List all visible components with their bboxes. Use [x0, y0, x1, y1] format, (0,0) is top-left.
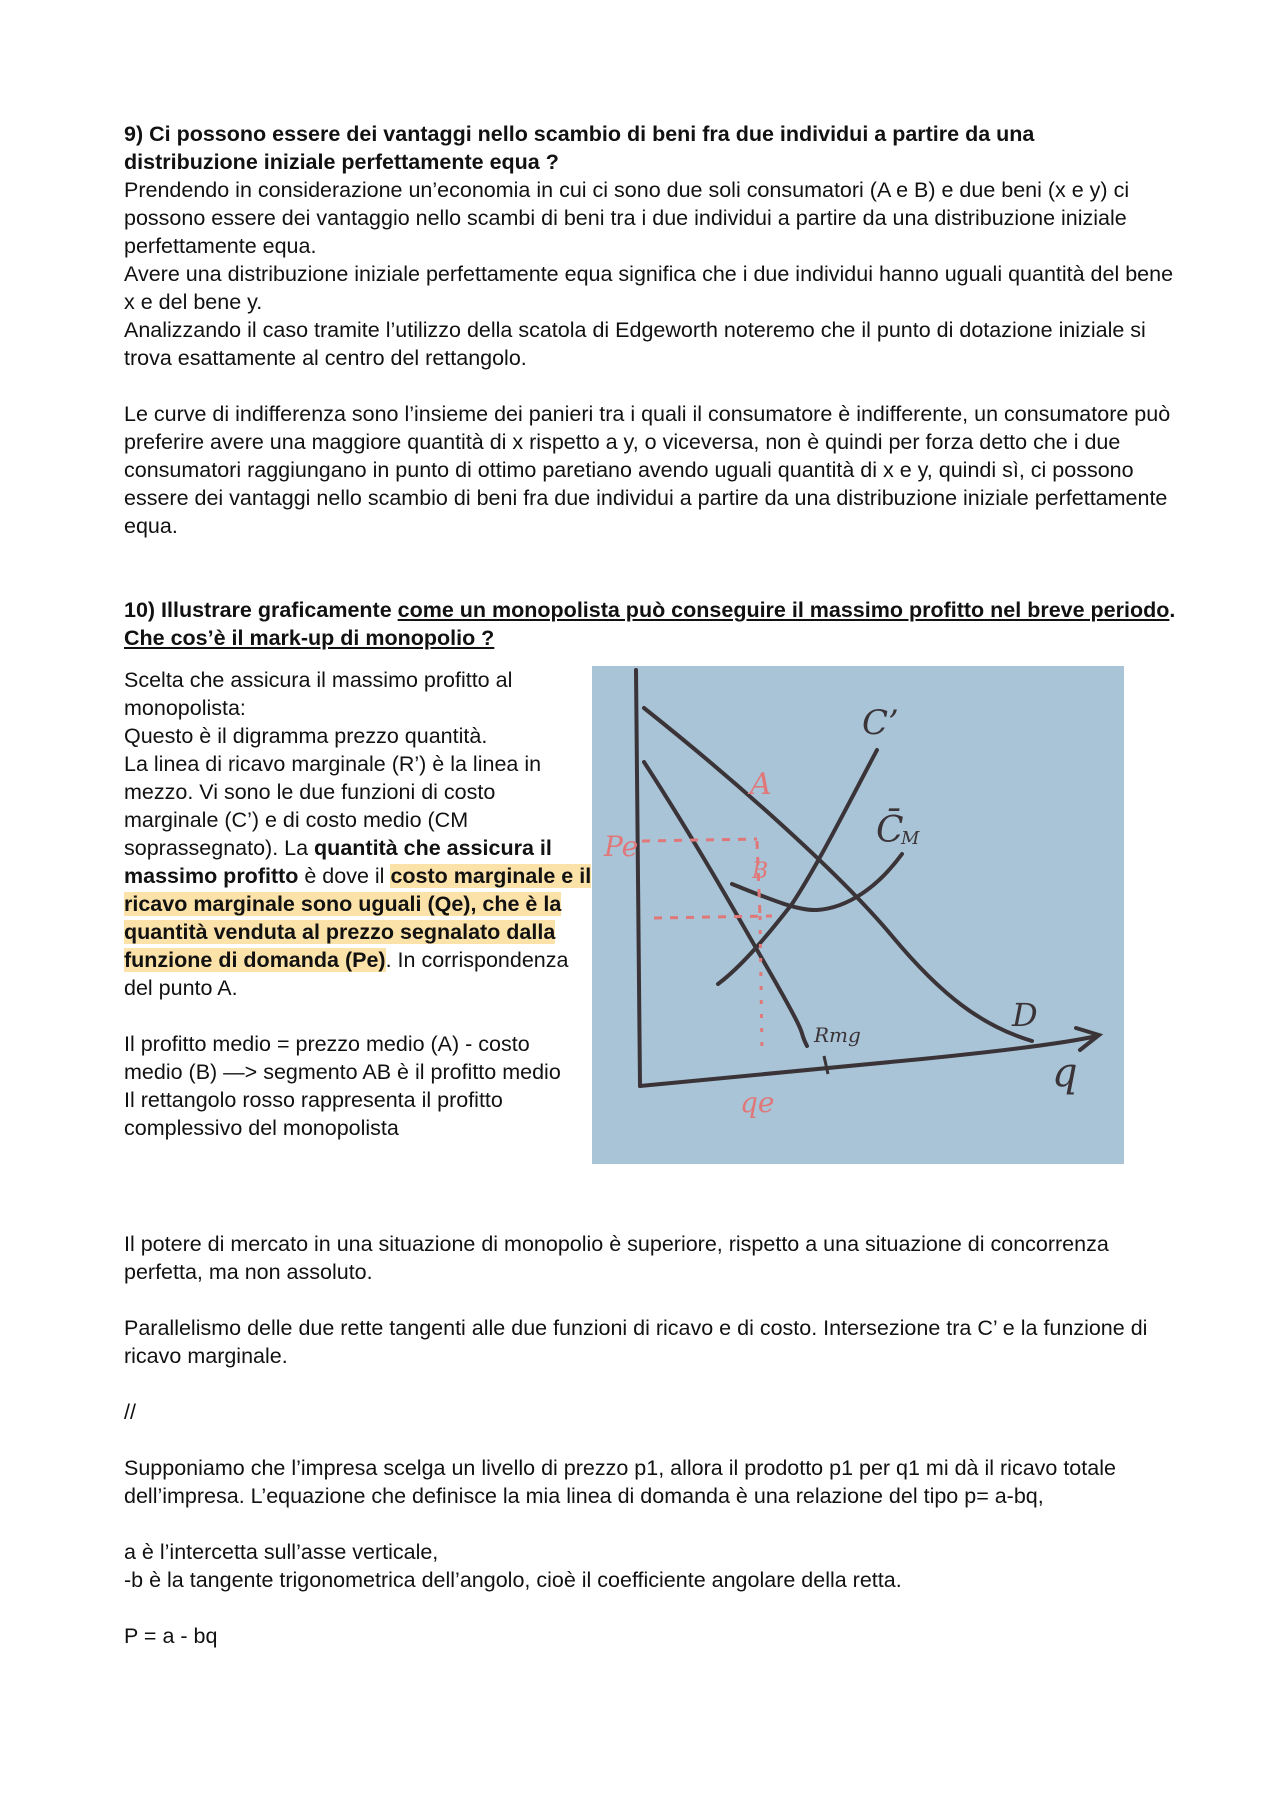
monopoly-explanation [124, 666, 594, 1142]
price-pe-dashed-line [642, 839, 757, 841]
monopoly-text-1: Scelta che assicura il massimo profitto al monopolista: [124, 668, 513, 720]
monopoly-text-3a: La linea di ricavo marginale (R’) è la linea in mezzo. Vi sono le due funzioni di costo marginale (C’) e di costo medio (CM soprassegnato). La [124, 752, 542, 860]
label-rmg: Rmg [814, 1023, 861, 1047]
paragraph-market-power: Il potere di mercato in una situazione di monopolio è superiore, rispetto a una situazione di concorrenza perfetta, ma non assoluto. [124, 1232, 1109, 1284]
monopoly-text-3c: è dove il [298, 864, 391, 888]
label-pe: Pe [604, 830, 639, 863]
label-c-prime: C’ [862, 703, 899, 743]
marginal-cost-curve [718, 750, 877, 984]
qe-dotted-line [760, 916, 762, 1052]
monopoly-text-4: Il profitto medio = prezzo medio (A) - costo medio (B) —> segmento AB è il profitto medio [124, 1032, 561, 1084]
label-demand-d: D [1012, 996, 1038, 1034]
monopoly-text-3 [124, 750, 594, 1002]
separator-text: // [124, 1400, 136, 1424]
label-cm: C̄ [876, 810, 904, 851]
q9-paragraph-1: Prendendo in considerazione un’economia in cui ci sono due soli consumatori (A e B) e due beni (x e y) ci possono essere dei vantaggio nello scambi di beni tra i due individui a partire da una distribuzione iniziale perfettamente equa. [124, 178, 1130, 258]
formula-demand: P = a - bq [124, 1624, 218, 1648]
label-q-axis: q [1052, 1050, 1078, 1096]
q9-paragraph-4: Le curve di indifferenza sono l’insieme dei panieri tra i quali il consumatore è indifferente, un consumatore può preferire avere una maggiore quantità di x rispetto a y, o viceversa, non è quindi per forza detto che i due consumatori raggiungano in punto di ottimo paretiano avendo uguali quantità di x e y, quindi sì, ci possono essere dei vantaggi nello scambio di beni fra due individui a partire da una distribuzione iniziale perfettamente equa. [124, 402, 1171, 538]
monopoly-text-5: Il rettangolo rosso rappresenta il profitto complessivo del monopolista [124, 1088, 503, 1140]
label-qe: qe [740, 1086, 775, 1119]
quantity-axis [640, 1036, 1097, 1086]
paragraph-intercept-a: a è l’intercetta sull’asse verticale, [124, 1540, 439, 1564]
monopoly-text-2: Questo è il digramma prezzo quantità. [124, 724, 488, 748]
label-point-a: A [750, 767, 772, 802]
question-9-title-line1: 9) Ci possono essere dei vantaggi nello scambio di beni fra due individui a partire da una [124, 122, 1035, 146]
axis-tick-mark [824, 1056, 828, 1074]
paragraph-slope-b: -b è la tangente trigonometrica dell’angolo, cioè il coefficiente angolare della retta. [124, 1568, 902, 1592]
monopoly-diagram [592, 666, 1124, 1164]
question-10-title-separator: . [1169, 598, 1176, 622]
price-axis [636, 670, 640, 1086]
label-cm-subscript: M [901, 828, 920, 849]
paragraph-suppose: Supponiamo che l’impresa scelga un livello di prezzo p1, allora il prodotto p1 per q1 mi dà il ricavo totale dell’impresa. L’equazione che definisce la mia linea di domanda è una relazione del tipo p= a-bq, [124, 1456, 1116, 1508]
monopoly-diagram-svg [592, 666, 1124, 1164]
paragraph-parallelism: Parallelismo delle due rette tangenti alle due funzioni di ricavo e di costo. Intersezione tra C’ e la funzione di ricavo marginale. [124, 1316, 1148, 1368]
question-10-title-underlined-1: come un monopolista può conseguire il massimo profitto nel breve periodo [397, 598, 1170, 622]
question-9-title [124, 120, 1176, 176]
document-page [124, 120, 1176, 1650]
monopoly-text-highlight: costo marginale e il ricavo marginale sono uguali (Qe), che è la quantità venduta al prezzo segnalato dalla funzione di domanda (Pe) [124, 864, 592, 972]
average-cost-dashed-line [654, 916, 772, 918]
q9-paragraph-2: Avere una distribuzione iniziale perfettamente equa significa che i due individui hanno uguali quantità del bene x e del bene y. [124, 262, 1174, 314]
demand-curve [644, 708, 1032, 1041]
label-point-b: B [752, 859, 769, 884]
question-10-title-underlined-2: Che cos’è il mark-up di monopolio ? [124, 626, 495, 650]
question-9-title-line2: distribuzione iniziale perfettamente equa ? [124, 150, 559, 174]
question-10-title [124, 596, 1176, 652]
monopoly-text-bold: quantità che assicura il massimo profitto [124, 836, 552, 888]
monopoly-section [124, 666, 1176, 1230]
question-10-title-prefix: 10) Illustrare graficamente [124, 598, 398, 622]
monopoly-text-3e: . In corrispondenza del punto A. [124, 948, 569, 1000]
q9-paragraph-3: Analizzando il caso tramite l’utilizzo della scatola di Edgeworth noteremo che il punto di dotazione iniziale si trova esattamente al centro del rettangolo. [124, 318, 1146, 370]
